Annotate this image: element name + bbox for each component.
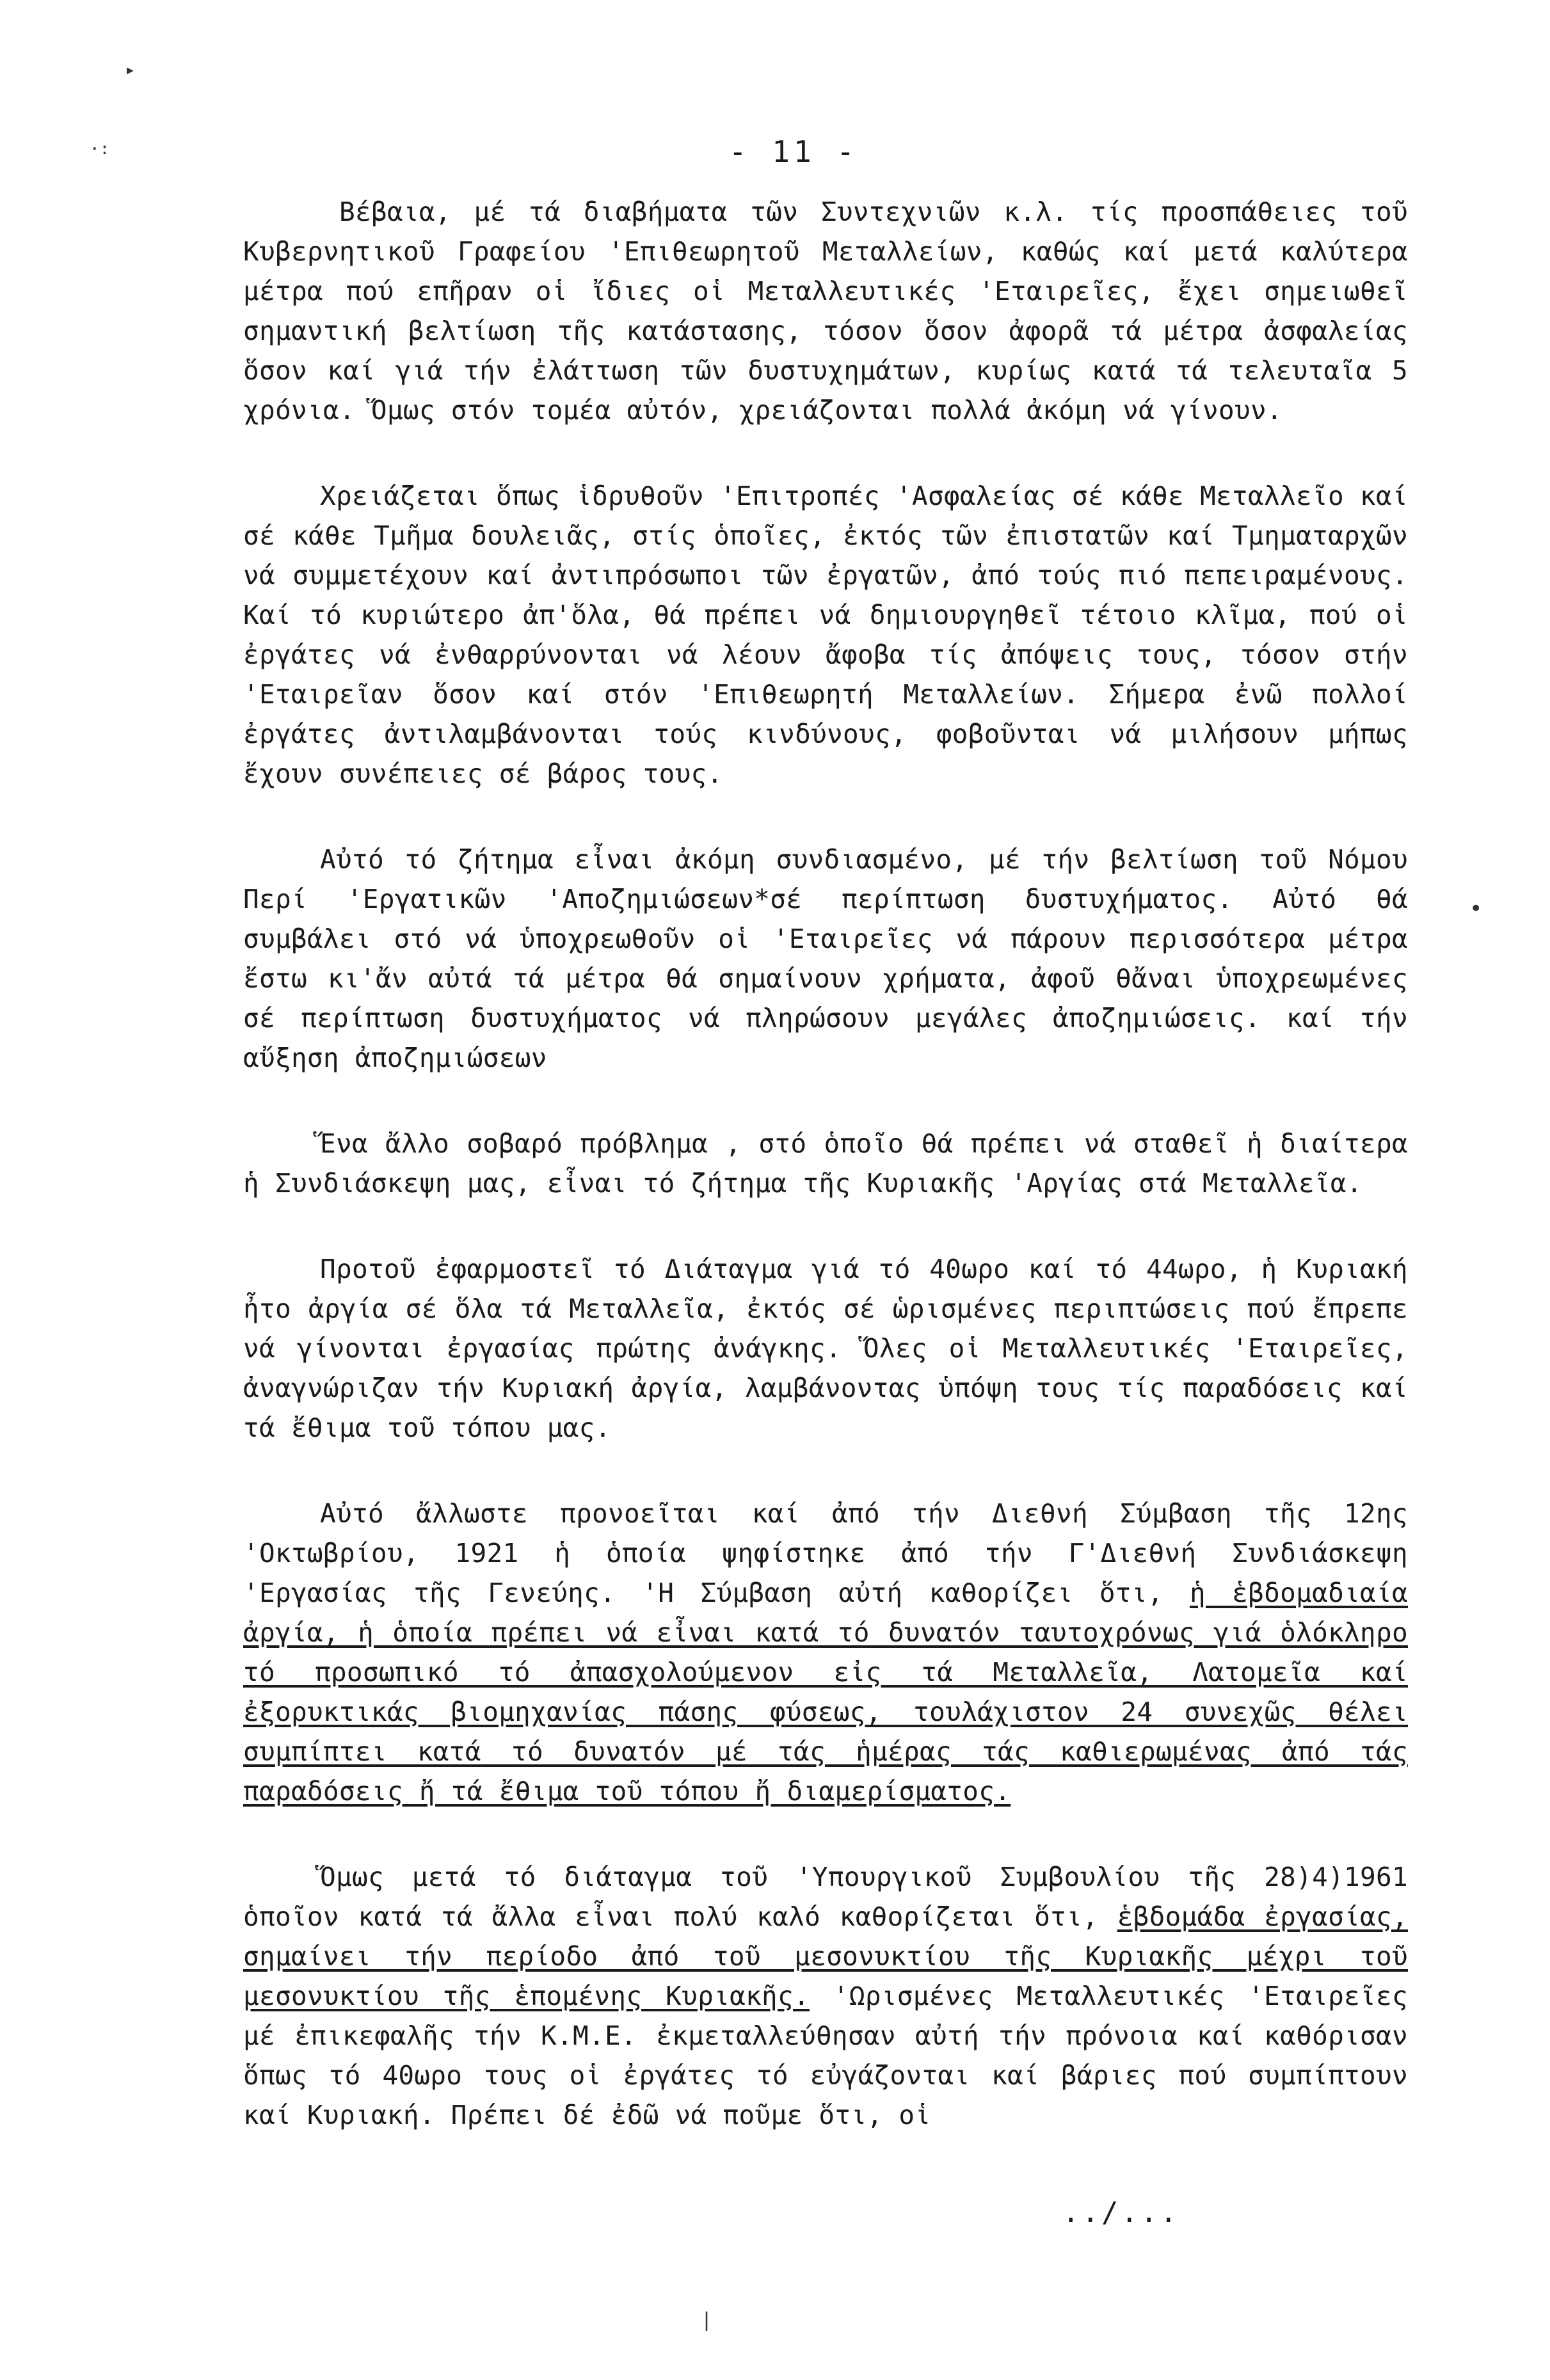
underlined-quote: ἡ ἑβδομαδιαία ἀργία, ἡ ὁποία πρέπει νά εἶναι κατά τό δυνατόν ταυτοχρόνως γιά ὁλόκληρο τό προσωπικό τό ἀπασχολούμενον εἰς τά Μεταλλεῖα, Λατομεῖα καί ἐξορυκτικάς βιομηχανίας πάσης φύσεως, τουλάχιστον 24 συνεχῶς θέλει συμπίπτει κατά τό δυνατόν μέ τάς ἡμέρας τάς καθιερωμένας ἀπό τάς παραδόσεις ἤ τά ἔθιμα τοῦ τόπου ἤ διαμερίσματος. — [243, 1577, 1409, 1807]
margin-mark: • — [1469, 896, 1483, 922]
body-text — [243, 192, 1408, 2181]
underlined-quote: ἑβδομάδα ἐργασίας, σημαίνει τήν περίοδο ἀπό τοῦ μεσονυκτίου τῆς Κυριακῆς μέχρι τοῦ μεσονυκτίου τῆς ἑπομένης Κυριακῆς. — [243, 1901, 1409, 2011]
paragraph: Αὐτό τό ζήτημα εἶναι ἀκόμη συνδιασμένο, μέ τήν βελτίωση τοῦ Νόμου Περί 'Εργατικῶν 'Αποζημιώσεων*σέ περίπτωση δυστυχήματος. Αὐτό θά συμβάλει στό νά ὑποχρεωθοῦν οἱ 'Εταιρεῖες νά πάρουν περισσότερα μέτρα ἔστω κι'ἄν αὐτά τά μέτρα θά σημαίνουν χρήματα, ἀφοῦ θἄναι ὑποχρεωμένες σέ περίπτωση δυστυχήματος νά πληρώσουν μεγάλες ἀποζημιώσεις. καί τήν αὔξηση ἀποζημιώσεων — [243, 844, 1408, 1073]
margin-mark: ▸ — [125, 59, 136, 80]
margin-mark: ·: — [90, 140, 110, 159]
paragraph-text: Ὅμως μετά τό διάταγμα τοῦ 'Υπουργικοῦ Συμβουλίου τῆς 28)4)1961 ὁποῖον κατά τά ἄλλα εἶναι πολύ καλό καθορίζεται ὅτι, — [243, 1862, 1408, 1932]
paragraph-text: Αὐτό ἄλλωστε προνοεῖται καί ἀπό τήν Διεθνή Σύμβαση τῆς 12ης 'Οκτωβρίου, 1921 ἡ ὁποία ψηφίστηκε ἀπό τήν Γ'Διεθνή Συνδιάσκεψη 'Εργασίας τῆς Γενεύης. 'Η Σύμβαση αὐτή καθορίζει ὅτι, — [243, 1498, 1408, 1608]
continuation-mark: ../... — [1062, 2196, 1179, 2229]
paragraph-text: 'Ωρισμένες Μεταλλευτικές 'Εταιρεῖες μέ ἐπικεφαλῆς τήν Κ.Μ.Ε. ἐκμεταλλεύθησαν αὐτή τήν πρόνοια καί καθόρισαν ὅπως τό 40ωρο τους οἱ ἐργάτες τό εὐγάζονται καί βάριες πού συμπίπτουν καί Κυριακή. Πρέπει δέ ἐδῶ νά ποῦμε ὅτι, οἱ — [243, 1981, 1408, 2130]
paragraph: Χρειάζεται ὅπως ἱδρυθοῦν 'Επιτροπές 'Ασφαλείας σέ κάθε Μεταλλεῖο καί σέ κάθε Τμῆμα δουλειᾶς, στίς ὁποῖες, ἐκτός τῶν ἐπιστατῶν καί Τμηματαρχῶν νά συμμετέχουν καί ἀντιπρόσωποι τῶν ἐργατῶν, ἀπό τούς πιό πεπειραμένους. Καί τό κυριώτερο ἀπ'ὅλα, θά πρέπει νά δημιουργηθεῖ τέτοιο κλῖμα, πού οἱ ἐργάτες νά ἐνθαρρύνονται νά λέουν ἄφοβα τίς ἀπόψεις τους, τόσον στήν 'Εταιρεῖαν ὅσον καί στόν 'Επιθεωρητή Μεταλλείων. Σήμερα ἐνῶ πολλοί ἐργάτες ἀντιλαμβάνονται τούς κινδύνους, φοβοῦνται νά μιλήσουν μήπως ἔχουν συνέπειες σέ βάρος τους. — [243, 481, 1408, 789]
paragraph — [243, 1494, 1408, 1811]
paragraph: Βέβαια, μέ τά διαβήματα τῶν Συντεχνιῶν κ.λ. τίς προσπάθειες τοῦ Κυβερνητικοῦ Γραφείου 'Επιθεωρητοῦ Μεταλλείων, καθώς καί μετά καλύτερα μέτρα πού επῆραν οἱ ἴδιες οἱ Μεταλλευτικές 'Εταιρεῖες, ἔχει σημειωθεῖ σημαντική βελτίωση τῆς κατάστασης, τόσον ὅσον ἀφορᾶ τά μέτρα ἀσφαλείας ὅσον καί γιά τήν ἐλάττωση τῶν δυστυχημάτων, κυρίως κατά τά τελευταῖα 5 χρόνια. Ὅμως στόν τομέα αὐτόν, χρειάζονται πολλά ἀκόμη νά γίνουν. — [243, 196, 1408, 426]
paragraph: Ἕνα ἄλλο σοβαρό πρόβλημα , στό ὁποῖο θά πρέπει νά σταθεῖ ἡ διαίτερα ἡ Συνδιάσκεψη μας, εἶναι τό ζήτημα τῆς Κυριακῆς 'Αργίας στά Μεταλλεῖα. — [243, 1128, 1408, 1199]
paragraph — [243, 1857, 1408, 2135]
page-number: - 11 - — [728, 134, 859, 169]
margin-mark: | — [701, 2309, 713, 2331]
paragraph: Προτοῦ ἐφαρμοστεῖ τό Διάταγμα γιά τό 40ωρο καί τό 44ωρο, ἡ Κυριακή ἦτο ἀργία σέ ὅλα τά Μεταλλεῖα, ἐκτός σέ ὡρισμένες περιπτώσεις πού ἔπρεπε νά γίνονται ἐργασίας πρώτης ἀνάγκης. Ὅλες οἱ Μεταλλευτικές 'Εταιρεῖες, ἀναγνώριζαν τήν Κυριακή ἀργία, λαμβάνοντας ὑπόψη τους τίς παραδόσεις καί τά ἔθιμα τοῦ τόπου μας. — [243, 1254, 1408, 1443]
